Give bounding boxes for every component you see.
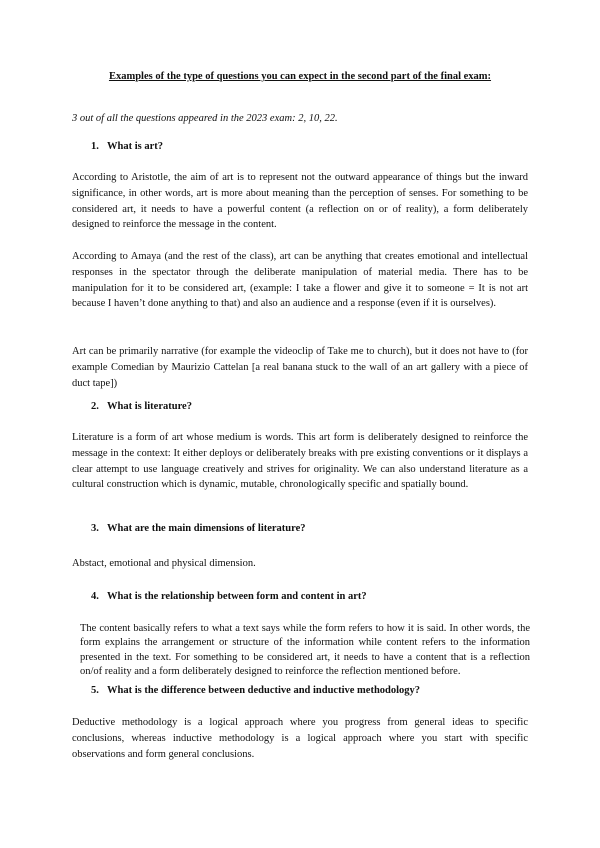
question-heading-5 (91, 685, 420, 696)
question-number: 3. (91, 523, 99, 534)
question-number: 1. (91, 141, 99, 152)
question-heading-3 (91, 523, 306, 534)
question-text: What is literature? (107, 401, 192, 412)
document-title: Examples of the type of questions you can expect in the second part of the final exam: (108, 71, 492, 82)
question-number: 2. (91, 401, 99, 412)
question-heading-4 (91, 591, 367, 602)
answer-paragraph: Literature is a form of art whose medium is words. This art form is deliberately designed to reinforce the message in the context: It either deploys or deliberately breaks with pre existing conventions or it displays a clear attempt to use language creatively and strives for originality. We can also understand literature as a cultural construction which is dynamic, mutable, chronologically specific and spatially bound. (72, 432, 528, 491)
question-heading-1 (91, 141, 163, 152)
answer-paragraph: Deductive methodology is a logical approach where you progress from general ideas to specific conclusions, whereas inductive methodology is a logical approach where you start with specific observations and form general conclusions. (72, 717, 528, 760)
answer-paragraph: Art can be primarily narrative (for example the videoclip of Take me to church), but it does not have to (for example Comedian by Maurizio Cattelan [a real banana stuck to the wall of an art gallery with a piece of duct tape]) (72, 346, 528, 389)
answer-paragraph: The content basically refers to what a text says while the form refers to how it is said. In other words, the form explains the arrangement or structure of the information while content refers to the information presented in the text. For something to be considered art, it needs to have a content that is a reflection on/of reality and a form deliberately designed to reinforce the reflection mentioned before. (80, 623, 530, 678)
answer-paragraph: Abstact, emotional and physical dimension. (72, 558, 256, 569)
document-subtitle: 3 out of all the questions appeared in the 2023 exam: 2, 10, 22. (72, 113, 338, 124)
question-text: What is the difference between deductive and inductive methodology? (107, 685, 421, 696)
question-heading-2 (91, 401, 192, 412)
answer-paragraph: According to Aristotle, the aim of art is to represent not the outward appearance of things but the inward significance, in other words, art is more about meaning than the perception of senses. For something to be considered art, it needs to have a powerful content (a reflection on or of reality), a form deliberately designed to reinforce the message in the content. (72, 172, 528, 231)
answer-paragraph: According to Amaya (and the rest of the class), art can be anything that creates emotional and intellectual responses in the spectator through the deliberate manipulation of material media. There has to be manipulation for it to be considered art, (example: I take a flower and give it to someone = It is not art because I haven’t done anything to that) and also an audience and a response (even if it is ourselves). (72, 251, 528, 310)
question-text: What is the relationship between form and content in art? (107, 591, 367, 602)
question-text: What is art? (107, 141, 163, 152)
question-number: 5. (91, 685, 99, 696)
question-text: What are the main dimensions of literature? (107, 523, 306, 534)
question-number: 4. (91, 591, 99, 602)
